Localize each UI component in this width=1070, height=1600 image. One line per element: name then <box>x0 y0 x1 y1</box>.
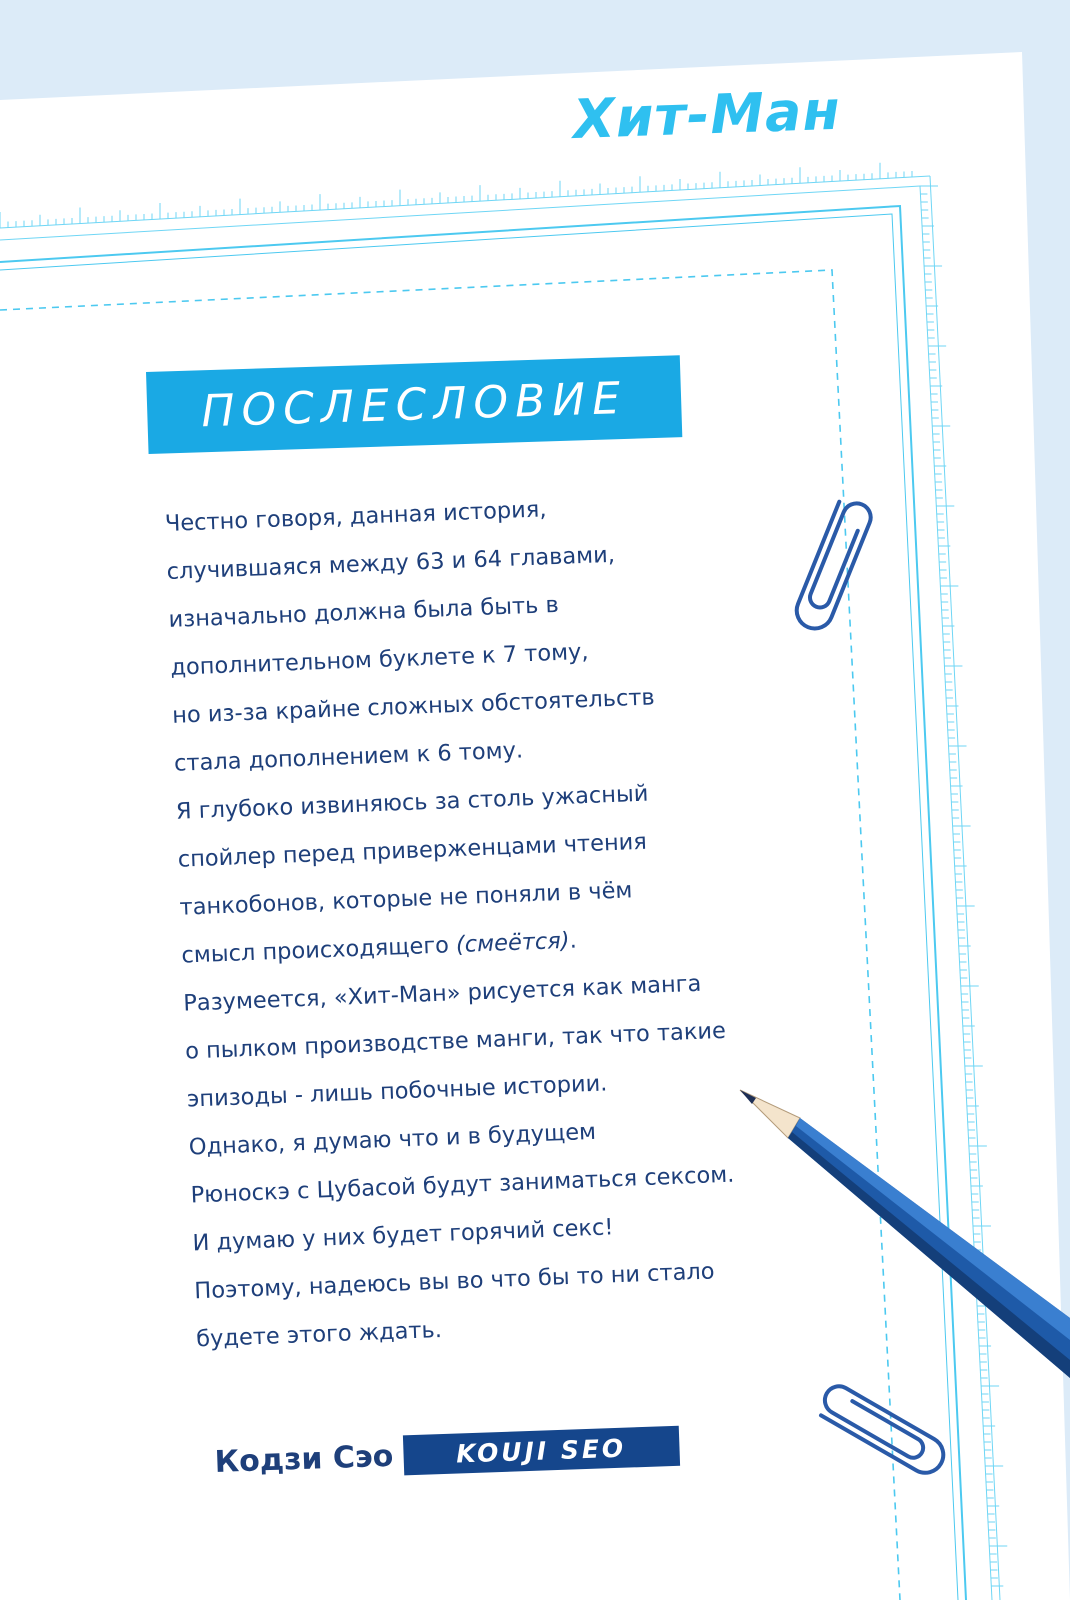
text-line: дополнительном буклете к 7 тому, <box>169 638 589 681</box>
text-line: но из-за крайне сложных обстоятельств <box>171 684 656 729</box>
laugh-note: (смеётся) <box>455 927 571 959</box>
text-line: изначально должна была быть в <box>168 591 560 633</box>
page-title: ПОСЛЕСЛОВИЕ <box>200 372 628 437</box>
text-line: И думаю у них будет горячий секс! <box>192 1214 614 1257</box>
text-line: Разумеется, «Хит-Ман» рисуется как манга <box>182 970 702 1017</box>
afterword-text <box>164 475 837 1363</box>
text-line: Я глубоко извиняюсь за столь ужасный <box>175 780 649 825</box>
text-line: будете этого ждать. <box>195 1316 443 1353</box>
text-line-main: смысл происходящего <box>181 932 450 969</box>
brand-logo: Хит-Ман <box>572 78 842 151</box>
text-line: случившаяся между 63 и 64 главами, <box>166 541 616 585</box>
text-line: эпизоды - лишь побочные истории. <box>186 1070 608 1113</box>
text-line: танкобонов, которые не поняли в чём <box>179 877 633 921</box>
text-line: спойлер перед приверженцами чтения <box>177 828 648 873</box>
laugh-end: . <box>569 927 578 954</box>
text-line: стала дополнением к 6 тому. <box>173 737 524 777</box>
text-line: Поэтому, надеюсь вы во что бы то ни стало <box>193 1258 716 1305</box>
title-banner <box>146 355 682 454</box>
author-name-ru: Кодзи Сэо <box>214 1438 394 1480</box>
text-line: Однако, я думаю что и в будущем <box>188 1118 597 1161</box>
text-line: о пылком производстве манги, так что такие <box>184 1017 727 1065</box>
text-line: Рюноскэ с Цубасой будут заниматься сексом. <box>190 1161 735 1209</box>
author-name-en: KOUJI SEO <box>455 1433 627 1469</box>
text-line: Честно говоря, данная история, <box>164 496 547 537</box>
